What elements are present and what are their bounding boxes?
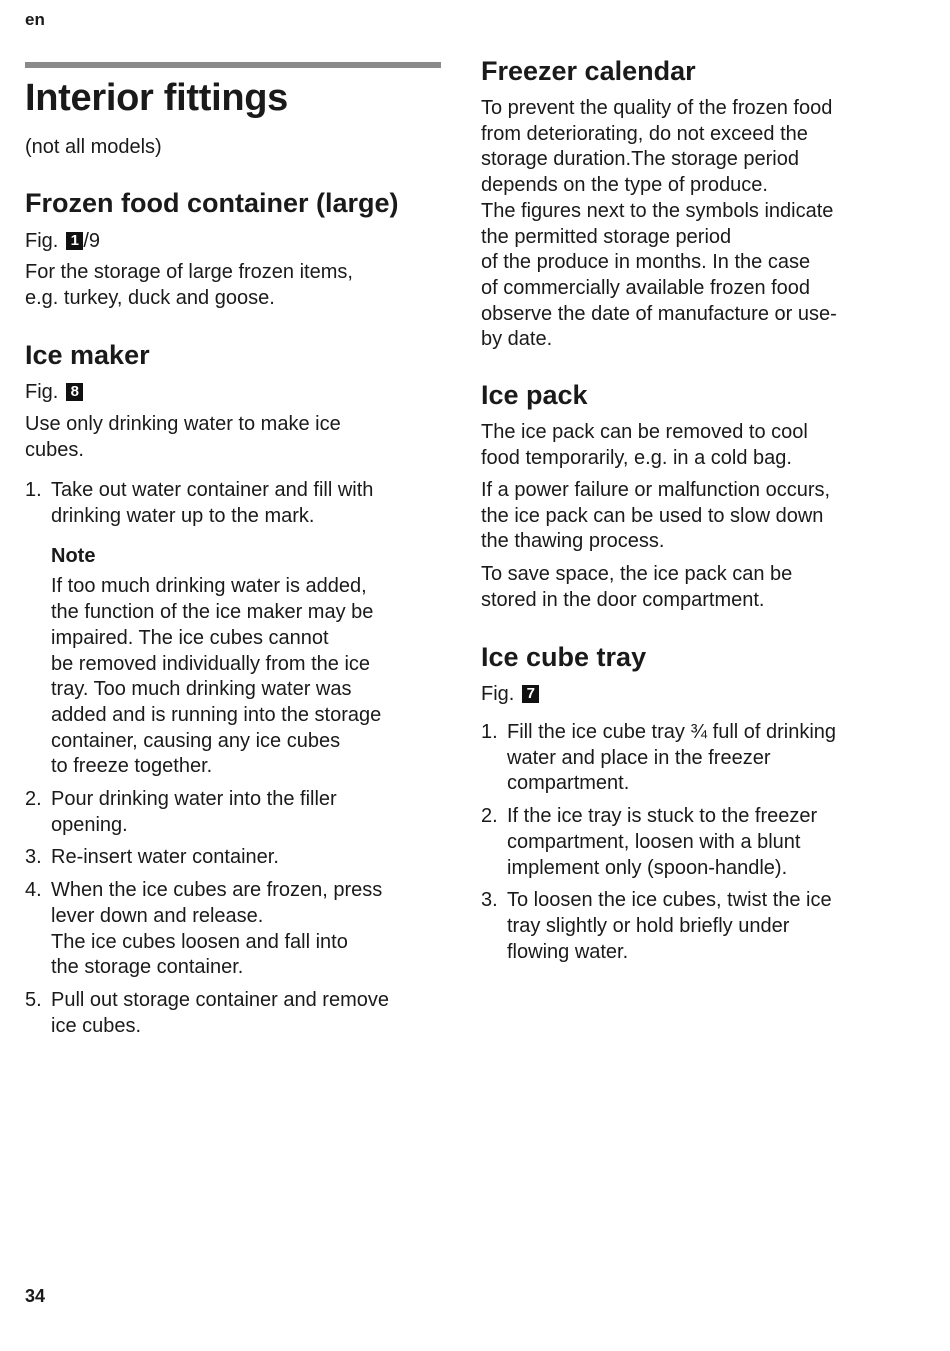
note-line: to freeze together. bbox=[51, 755, 213, 778]
ice-maker-intro bbox=[25, 412, 441, 463]
note-line: container, causing any ice cubes bbox=[51, 729, 341, 752]
ice-pack-text-3 bbox=[481, 562, 901, 613]
fig-label: Fig. bbox=[481, 683, 515, 705]
text-line: by date. bbox=[481, 328, 553, 351]
step-line: Take out water container and fill with bbox=[51, 479, 374, 501]
text-line: of commercially available frozen food bbox=[481, 276, 811, 299]
text-line: depends on the type of produce. bbox=[481, 174, 768, 197]
step-number: 4. bbox=[25, 879, 42, 902]
frozen-food-heading: Frozen food container (large) bbox=[25, 188, 399, 218]
step-line: drinking water up to the mark. bbox=[51, 504, 315, 527]
ice-pack-text-2 bbox=[481, 478, 901, 555]
step-line: flowing water. bbox=[507, 940, 629, 963]
ice-maker-heading: Ice maker bbox=[25, 340, 150, 370]
step-line: lever down and release. bbox=[51, 904, 264, 927]
list-item bbox=[25, 878, 441, 981]
language-code: en bbox=[25, 10, 45, 29]
note-line: tray. Too much drinking water was bbox=[51, 678, 352, 701]
frozen-food-fig-ref bbox=[25, 228, 441, 254]
text-line: To save space, the ice pack can be bbox=[481, 563, 793, 585]
step-line: When the ice cubes are frozen, press bbox=[51, 879, 383, 902]
fig-label: Fig. bbox=[25, 381, 59, 403]
text-line: observe the date of manufacture or use- bbox=[481, 302, 837, 325]
note-line: impaired. The ice cubes cannot bbox=[51, 626, 329, 649]
step-number: 3. bbox=[481, 889, 498, 912]
text-line: food temporarily, e.g. in a cold bag. bbox=[481, 446, 792, 469]
text-line: To prevent the quality of the frozen food bbox=[481, 97, 833, 119]
text-line: e.g. turkey, duck and goose. bbox=[25, 286, 275, 309]
step-line: To loosen the ice cubes, twist the ice bbox=[507, 889, 832, 912]
list-item bbox=[25, 988, 441, 1039]
text-line: stored in the door compartment. bbox=[481, 588, 765, 611]
note-block bbox=[51, 543, 441, 780]
section-rule bbox=[25, 62, 441, 68]
text-line: the permitted storage period bbox=[481, 225, 732, 248]
ice-cube-tray-fig-ref bbox=[481, 681, 901, 707]
text-line: of the produce in months. In the case bbox=[481, 251, 811, 274]
fig-number-badge: 7 bbox=[522, 685, 539, 703]
list-item bbox=[25, 478, 441, 780]
text-line: The ice pack can be removed to cool bbox=[481, 421, 808, 443]
step-number: 1. bbox=[481, 721, 498, 743]
step-line: compartment, loosen with a blunt bbox=[507, 830, 801, 853]
list-item bbox=[481, 720, 901, 797]
ice-cube-tray-steps bbox=[481, 720, 901, 965]
step-line: If the ice tray is stuck to the freezer bbox=[507, 805, 818, 828]
page-title bbox=[25, 76, 441, 120]
step-line: the storage container. bbox=[51, 956, 244, 979]
fig-suffix: /9 bbox=[83, 230, 101, 252]
ice-pack-heading: Ice pack bbox=[481, 380, 588, 410]
ice-maker-fig-ref bbox=[25, 379, 441, 405]
step-number: 2. bbox=[25, 788, 42, 811]
step-number: 3. bbox=[25, 846, 42, 869]
text-line: cubes. bbox=[25, 438, 84, 461]
step-number: 5. bbox=[25, 988, 42, 1011]
step-line: Re-insert water container. bbox=[51, 846, 279, 869]
note-title: Note bbox=[51, 545, 96, 568]
page-title-text: Interior fittings bbox=[25, 77, 288, 119]
page-number: 34 bbox=[25, 1286, 46, 1306]
text-line: If a power failure or malfunction occurs, bbox=[481, 479, 831, 501]
note-line: the function of the ice maker may be bbox=[51, 601, 374, 624]
text-line: Use only drinking water to make ice bbox=[25, 413, 341, 435]
text-line: the ice pack can be used to slow down bbox=[481, 504, 824, 527]
frozen-food-section bbox=[25, 187, 441, 219]
freezer-calendar-heading: Freezer calendar bbox=[481, 56, 696, 86]
fig-number-badge: 8 bbox=[66, 383, 83, 401]
list-item bbox=[481, 804, 901, 881]
step-line: opening. bbox=[51, 813, 128, 836]
list-item bbox=[25, 787, 441, 838]
step-line: The ice cubes loosen and fall into bbox=[51, 930, 348, 953]
fig-number-badge: 1 bbox=[66, 232, 83, 250]
step-line: tray slightly or hold briefly under bbox=[507, 914, 790, 937]
step-line: Pull out storage container and remove bbox=[51, 988, 389, 1011]
text-line: from deteriorating, do not exceed the bbox=[481, 122, 808, 145]
list-item bbox=[481, 888, 901, 965]
step-line: implement only (spoon-handle). bbox=[507, 856, 788, 879]
step-number: 2. bbox=[481, 805, 498, 828]
frozen-food-text bbox=[25, 260, 441, 311]
fig-label: Fig. bbox=[25, 230, 59, 252]
text-line: storage duration.The storage period bbox=[481, 148, 799, 171]
ice-pack-text-1 bbox=[481, 420, 901, 471]
text-line: The figures next to the symbols indicate bbox=[481, 199, 834, 222]
note-line: be removed individually from the ice bbox=[51, 652, 371, 675]
step-line: compartment. bbox=[507, 772, 630, 795]
step-number: 1. bbox=[25, 479, 42, 501]
step-line: ice cubes. bbox=[51, 1014, 142, 1037]
ice-cube-tray-heading: Ice cube tray bbox=[481, 642, 647, 672]
page-subtitle: (not all models) bbox=[25, 136, 162, 158]
freezer-calendar-text bbox=[481, 96, 901, 353]
step-line: water and place in the freezer bbox=[507, 746, 771, 769]
ice-maker-steps bbox=[25, 478, 441, 1039]
list-item bbox=[25, 845, 441, 871]
text-line: the thawing process. bbox=[481, 530, 665, 553]
note-line: If too much drinking water is added, bbox=[51, 575, 367, 598]
step-line: Fill the ice cube tray ¾ full of drinking bbox=[507, 721, 837, 743]
step-line: Pour drinking water into the filler bbox=[51, 788, 337, 811]
note-line: added and is running into the storage bbox=[51, 703, 382, 726]
text-line: For the storage of large frozen items, bbox=[25, 261, 353, 283]
